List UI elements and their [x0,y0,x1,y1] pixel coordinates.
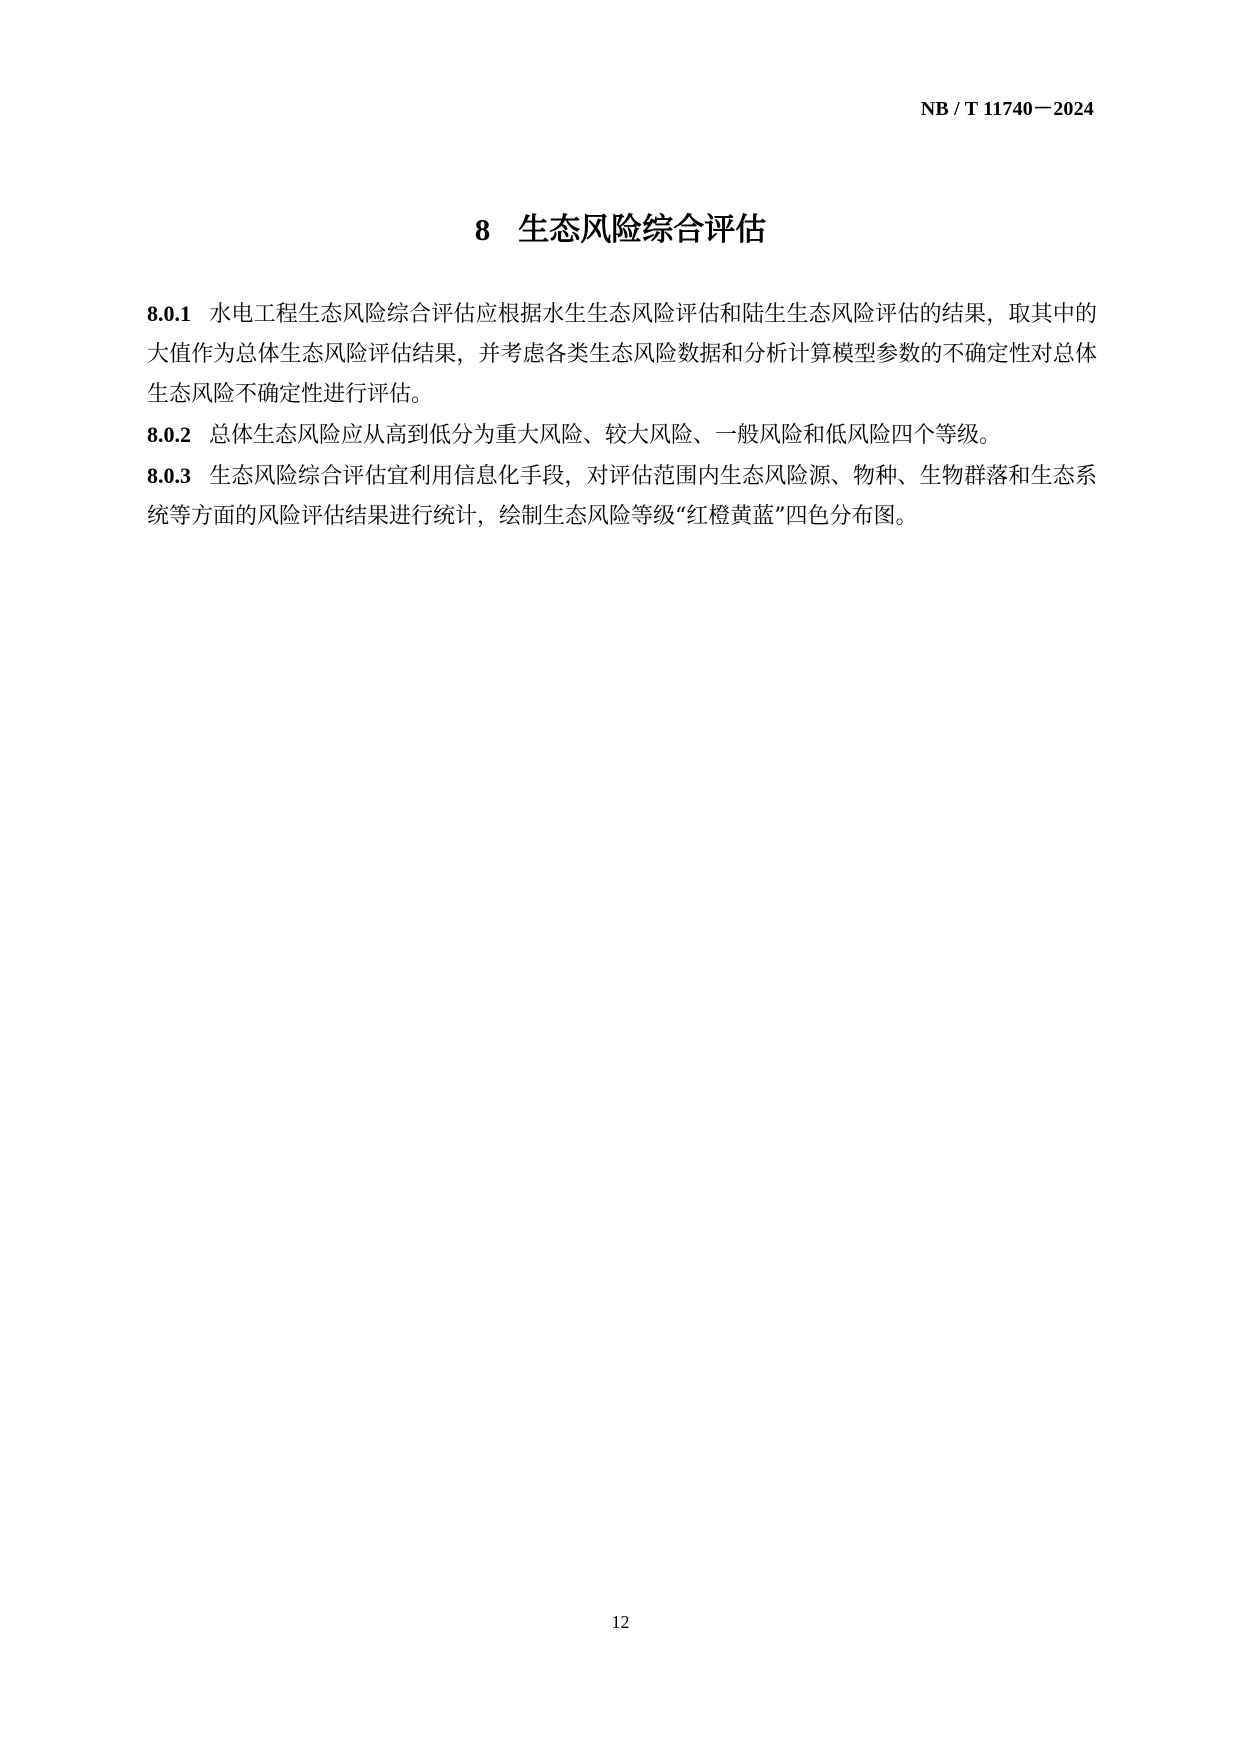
clause-number: 8.0.1 [147,301,191,326]
clause [147,294,1097,415]
chapter-heading [0,204,1241,249]
chapter-body [147,294,1097,537]
clause [147,415,1097,456]
chapter-title: 生态风险综合评估 [518,212,767,248]
clause-text: 水电工程生态风险综合评估应根据水生生态风险评估和陆生生态风险评估的结果，取其中的大值作为总体生态风险评估结果，并考虑各类生态风险数据和分析计算模型参数的不确定性对总体生态风险不确定性进行评估。 [147,302,1097,407]
clause-text: 总体生态风险应从高到低分为重大风险、较大风险、一般风险和低风险四个等级。 [209,423,1002,448]
document-code: NB / T 11740－2024 [920,98,1094,120]
clause-number: 8.0.3 [147,463,191,488]
chapter-number: 8 [474,212,491,247]
page-number: 12 [611,1612,630,1632]
clause [147,456,1097,537]
clause-number: 8.0.2 [147,422,191,447]
clause-text: 生态风险综合评估宜利用信息化手段，对评估范围内生态风险源、物种、生物群落和生态系统等方面的风险评估结果进行统计，绘制生态风险等级“红橙黄蓝”四色分布图。 [147,464,1097,529]
